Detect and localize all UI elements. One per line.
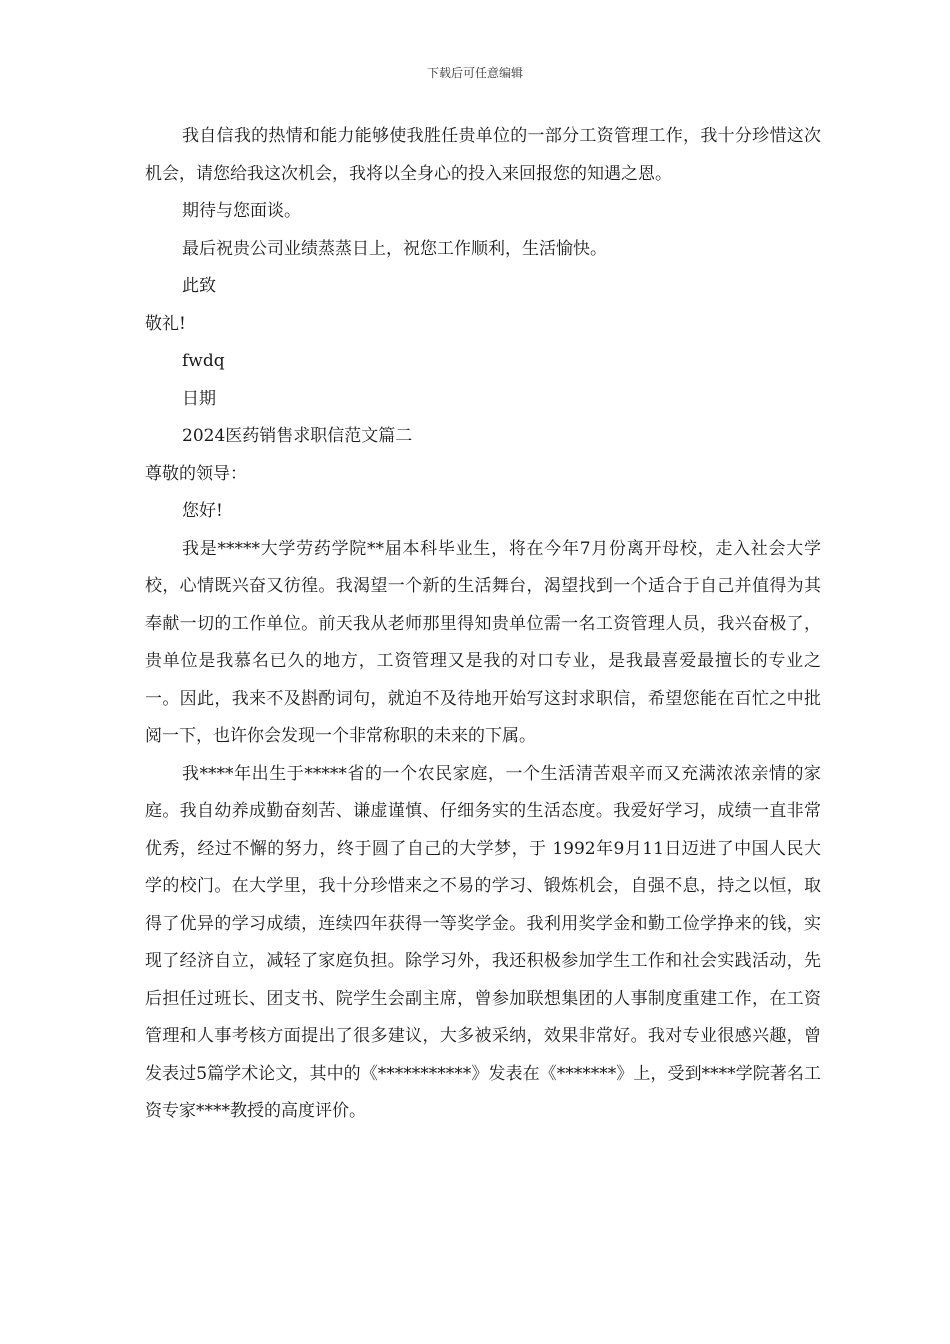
section-title: 2024医药销售求职信范文篇二 [182,426,413,446]
greeting-hello: 您好! [182,501,223,521]
interview-line: 期待与您面谈。 [182,201,301,221]
intro-paragraph: 我是*****大学劳药学院**届本科毕业生，将在今年7月份离开母校，走入社会大学校，心情既兴奋又彷徨。我渴望一个新的生活舞台，渴望找到一个适合于自己并值得为其奉献一切的工作单位。前天我从老师那里得知贵单位需一名工资管理人员，我兴奋极了，贵单位是我慕名已久的地方，工资管理又是我的对口专业，是我最喜爱最擅长的专业之一。因此，我来不及斟酌词句，就迫不及待地开始写这封求职信，希望您能在百忙之中批阅一下，也许你会发现一个非常称职的未来的下属。 [145,538,821,746]
greeting-recipient: 尊敬的领导： [145,463,247,484]
salutation-cizhi: 此致 [182,276,216,296]
closing-paragraph: 我自信我的热情和能力能够使我胜任贵单位的一部分工资管理工作，我十分珍惜这次机会，请您给我这次机会，我将以全身心的投入来回报您的知遇之恩。 [145,126,821,184]
wishes-line: 最后祝贵公司业绩蒸蒸日上，祝您工作顺利，生活愉快。 [182,238,607,259]
salutation-jingli: 敬礼! [145,313,186,334]
signature-name: fwdq [182,351,225,371]
page-header-note: 下载后可任意编辑 [426,66,523,80]
signature-date: 日期 [182,388,216,409]
background-paragraph: 我****年出生于*****省的一个农民家庭，一个生活清苦艰辛而又充满浓浓亲情的家庭。我自幼养成勤奋刻苦、谦虚谨慎、仔细务实的生活态度。我爱好学习，成绩一直非常优秀，经过不懈的努力，终于圆了自己的大学梦，于 1992年9月11日迈进了中国人民大学的校门。在大学里，我十分珍惜来之不易的学习、锻炼机会，自强不息，持之以恒，取得了优异的学习成绩，连续四年获得一等奖学金。我利用奖学金和勤工俭学挣来的钱，实现了经济自立，减轻了家庭负担。除学习外，我还积极参加学生工作和社会实践活动，先后担任过班长、团支书、院学生会副主席，曾参加联想集团的人事制度重建工作，在工资管理和人事考核方面提出了很多建议，大多被采纳，效果非常好。我对专业很感兴趣，曾发表过5篇学术论文，其中的《***********》发表在《*******》上，受到****学院著名工资专家****教授的高度评价。 [145,763,821,1121]
letter-body [145,118,821,1131]
